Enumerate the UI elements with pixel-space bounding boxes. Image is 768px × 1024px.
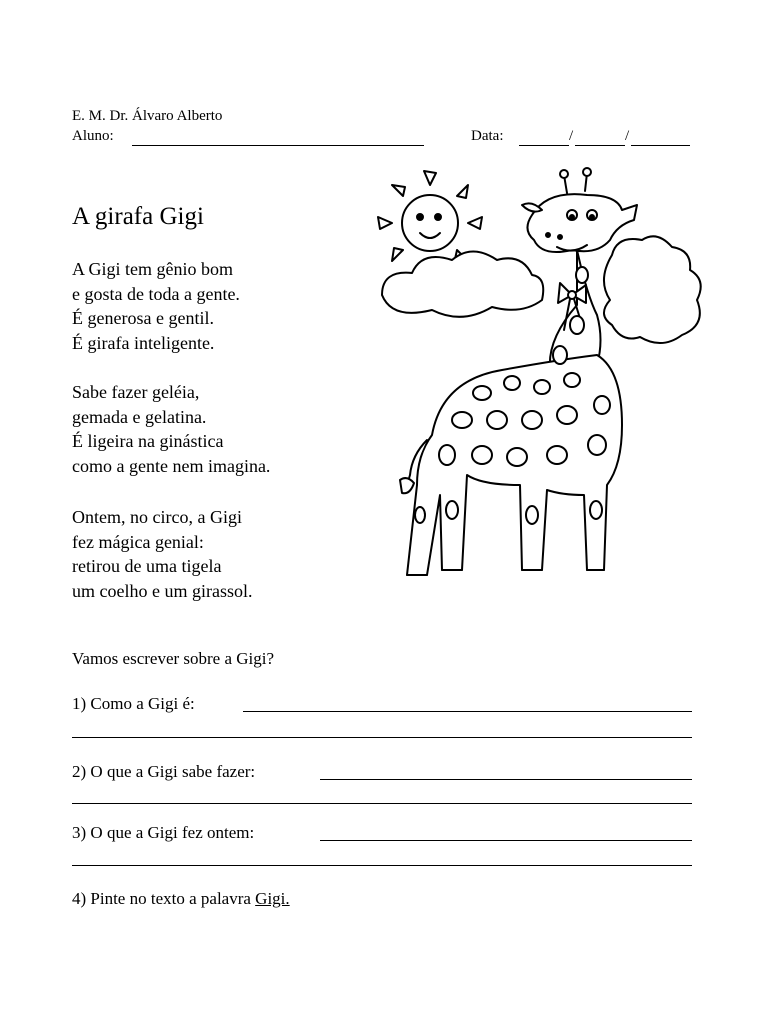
answer-2-line-b[interactable]: [72, 803, 692, 804]
poem-line: fez mágica genial:: [72, 531, 204, 552]
giraffe-illustration-icon: [372, 165, 712, 585]
date-year-blank[interactable]: [631, 145, 690, 146]
poem-line: A Gigi tem gênio bom: [72, 259, 233, 279]
answer-3-line-b[interactable]: [72, 865, 692, 866]
activity-prompt: Vamos escrever sobre a Gigi?: [72, 649, 275, 668]
question-1-label: 1) Como a Gigi é:: [72, 694, 195, 713]
question-4-label: 4) Pinte no texto a palavra: [72, 889, 251, 908]
poem-line: Ontem, no circo, a Gigi: [72, 507, 242, 527]
stanza-1: [72, 257, 240, 355]
poem-line: É ligeira na ginástica: [72, 431, 224, 451]
poem-line: um coelho e um girassol.: [72, 580, 253, 601]
student-label: Aluno:: [72, 128, 114, 144]
question-2-label: 2) O que a Gigi sabe fazer:: [72, 762, 256, 781]
answer-2-line-a[interactable]: [320, 779, 692, 780]
cloud-icon: [382, 236, 701, 343]
poem-line: É girafa inteligente.: [72, 332, 215, 353]
date-label: Data:: [471, 128, 504, 144]
answer-1-line-b[interactable]: [72, 737, 692, 738]
underlined-word: Gigi.: [255, 889, 290, 908]
school-name: E. M. Dr. Álvaro Alberto: [72, 108, 223, 124]
poem-line: É generosa e gentil.: [72, 308, 214, 328]
question-3-label: 3) O que a Gigi fez ontem:: [72, 823, 255, 842]
date-day-blank[interactable]: [519, 145, 569, 146]
date-separator: /: [625, 128, 630, 144]
stanza-2: [72, 380, 270, 478]
date-separator: /: [569, 128, 574, 144]
poem-line: como a gente nem imagina.: [72, 455, 271, 476]
stanza-3: [72, 505, 252, 603]
poem-title: A girafa Gigi: [72, 203, 204, 230]
poem-line: e gosta de toda a gente.: [72, 283, 240, 304]
question-4: [72, 889, 290, 909]
student-name-field[interactable]: [132, 145, 424, 146]
answer-3-line-a[interactable]: [320, 840, 692, 841]
poem-line: Sabe fazer geléia,: [72, 382, 200, 402]
poem-line: retirou de uma tigela: [72, 556, 222, 576]
answer-1-line-a[interactable]: [243, 711, 692, 712]
poem-line: gemada e gelatina.: [72, 406, 207, 427]
date-month-blank[interactable]: [575, 145, 625, 146]
